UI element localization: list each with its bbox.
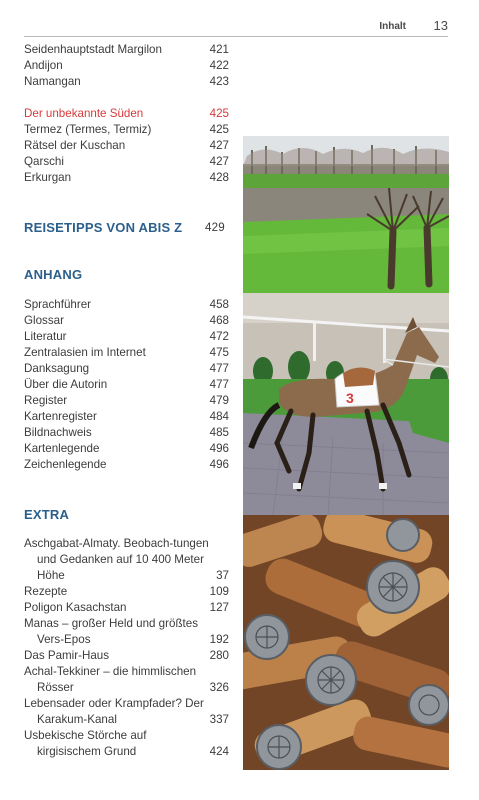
toc-block-top <box>24 42 229 90</box>
toc-entry[interactable]: Erkurgan 428 <box>24 171 229 184</box>
heading-extra: EXTRA <box>24 507 70 522</box>
toc-entry[interactable]: Manas – großer Held und größtes Vers-Epos 192 <box>24 617 229 646</box>
toc-entry[interactable]: Literatur 472 <box>24 330 229 343</box>
toc-entry[interactable]: Kartenregister 484 <box>24 410 229 423</box>
toc-block-south <box>24 106 229 186</box>
photo-akhal-teke-horse <box>243 293 449 515</box>
toc-entry[interactable]: Achal-Tekkiner – die himmlischen Rösser 326 <box>24 665 229 694</box>
heading-anhang: ANHANG <box>24 267 83 282</box>
toc-entry[interactable]: Namangan 423 <box>24 75 229 88</box>
heading-reisetipps-title: REISETIPPS VON ABIS Z <box>24 220 183 235</box>
toc-block-anhang <box>24 297 229 473</box>
toc-entry[interactable]: Bildnachweis 485 <box>24 426 229 439</box>
toc-entry[interactable]: Das Pamir-Haus 280 <box>24 649 229 662</box>
toc-entry[interactable]: Sprachführer 458 <box>24 298 229 311</box>
toc-entry[interactable]: Qarschi 427 <box>24 155 229 168</box>
toc-entry[interactable]: Zentralasien im Internet 475 <box>24 346 229 359</box>
toc-entry[interactable]: Rezepte 109 <box>24 585 229 598</box>
photo-bread-stamps <box>243 515 449 770</box>
saddle-number: 3 <box>346 390 354 406</box>
toc-entry[interactable]: Glossar 468 <box>24 314 229 327</box>
toc-entry[interactable]: Aschgabat-Almaty. Beobach-tungen und Gedanken auf 10 400 Meter Höhe 37 <box>24 537 229 582</box>
toc-entry-highlight[interactable]: Der unbekannte Süden 425 <box>24 107 229 120</box>
toc-entry[interactable]: Danksagung 477 <box>24 362 229 375</box>
toc-entry[interactable]: Lebensader oder Krampfader? Der Karakum-Kanal 337 <box>24 697 229 726</box>
toc-entry[interactable]: Termez (Termes, Termiz) 425 <box>24 123 229 136</box>
toc-entry[interactable]: Register 479 <box>24 394 229 407</box>
toc-entry[interactable]: Kartenlegende 496 <box>24 442 229 455</box>
heading-reisetipps[interactable] <box>24 220 225 235</box>
photo-landscape-trees <box>243 136 449 293</box>
heading-reisetipps-page: 429 <box>205 221 225 234</box>
toc-entry[interactable]: Über die Autorin 477 <box>24 378 229 391</box>
toc-entry[interactable]: Andijon 422 <box>24 59 229 72</box>
toc-entry[interactable]: Zeichenlegende 496 <box>24 458 229 471</box>
toc-entry[interactable]: Poligon Kasachstan 127 <box>24 601 229 614</box>
toc-block-extra <box>24 536 229 760</box>
section-title: Inhalt <box>379 21 406 32</box>
page-number: 13 <box>433 18 448 33</box>
running-header <box>24 14 448 37</box>
toc-entry[interactable]: Rätsel der Kuschan 427 <box>24 139 229 152</box>
toc-entry[interactable]: Usbekische Störche auf kirgisischem Grund 424 <box>24 729 229 758</box>
toc-entry[interactable]: Seidenhauptstadt Margilon 421 <box>24 43 229 56</box>
